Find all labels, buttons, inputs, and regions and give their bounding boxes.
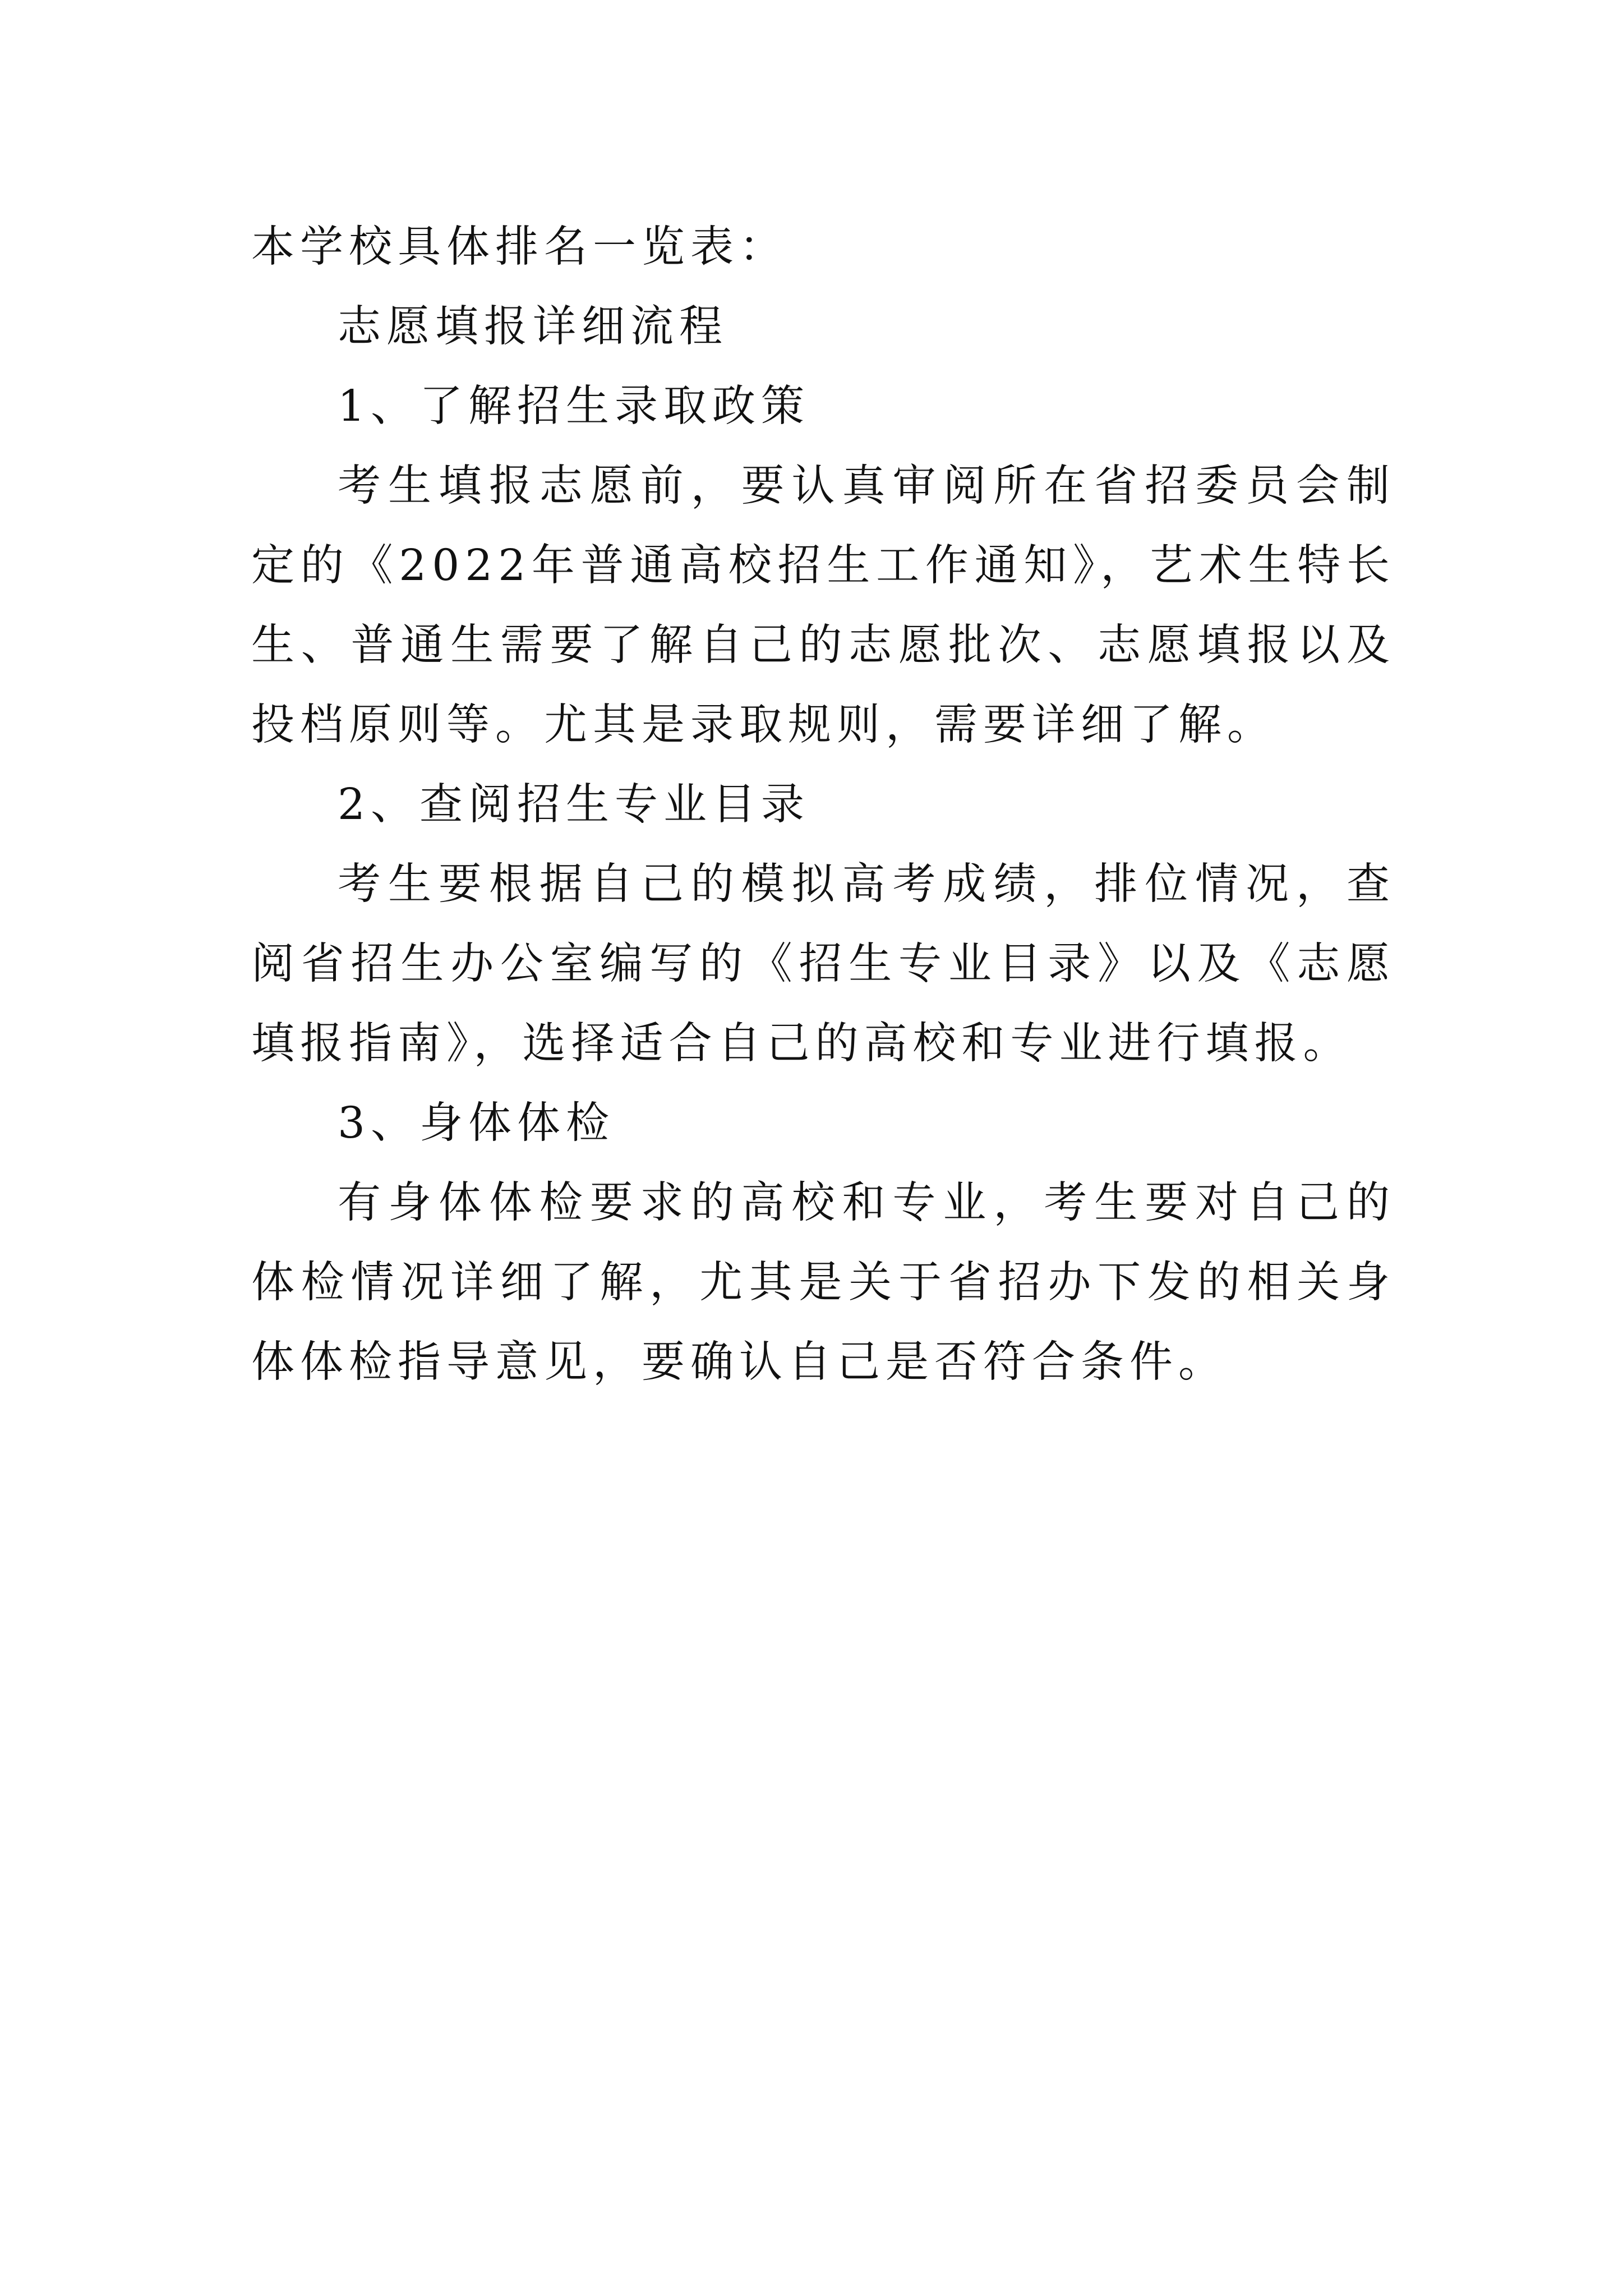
- section-heading: 志愿填报详细流程: [338, 302, 728, 352]
- intro-line: 本学校具体排名一览表：: [251, 222, 788, 272]
- step-2-body: 考生要根据自己的模拟高考成绩，排位情况，查阅省招生办公室编写的《招生专业目录》以及《志愿填报指南》，选择适合自己的高校和专业进行填报。: [251, 859, 1395, 1069]
- step-3-title: 3、身体体检: [338, 1098, 615, 1148]
- step-1-title: 1、了解招生录取政策: [338, 381, 810, 431]
- step-3-body: 有身体体检要求的高校和专业，考生要对自己的体检情况详细了解，尤其是关于省招办下发的相关身体体检指导意见，要确认自己是否符合条件。: [251, 1178, 1395, 1387]
- document-body: [251, 208, 1395, 1402]
- step-2-title: 2、查阅招生专业目录: [338, 780, 810, 830]
- step-1-body: 考生填报志愿前，要认真审阅所在省招委员会制定的《2022年普通高校招生工作通知》，艺术生特长生、普通生需要了解自己的志愿批次、志愿填报以及投档原则等。尤其是录取规则，需要详细了解。: [251, 461, 1395, 750]
